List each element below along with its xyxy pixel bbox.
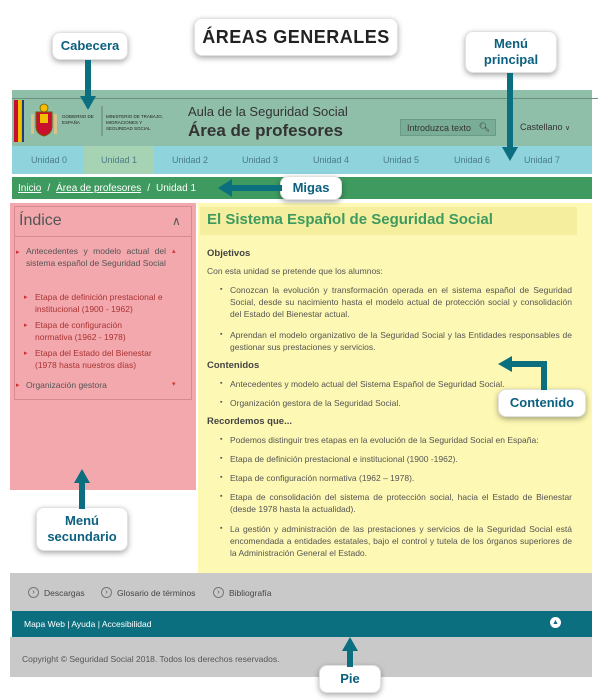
list-item: Etapa de consolidación del sistema de protección social, hacia el Estado de Bienestar (desde 1978 hasta la actualidad). [230, 492, 572, 514]
footer-bar [12, 611, 592, 637]
breadcrumb-separator: / [147, 182, 150, 194]
chevron-up-icon[interactable]: ∧ [172, 214, 181, 228]
index-subitem-etapa-bienestar[interactable]: Etapa del Estado del Bienestar (1978 hasta nuestros días) [35, 348, 152, 370]
objetivos-intro: Con esta unidad se pretende que los alumnos: [207, 266, 383, 276]
index-item-organizacion[interactable]: Organización gestora [26, 380, 107, 390]
footer-link-label: Glosario de términos [117, 587, 196, 598]
title-callout: ÁREAS GENERALES [194, 18, 398, 56]
caret-right-icon: ▸ [16, 382, 20, 389]
list-bullet: ▪ [220, 286, 223, 293]
callout-pie: Pie [319, 665, 381, 693]
list-bullet: ▪ [220, 474, 223, 481]
list-bullet: ▪ [220, 493, 223, 500]
footer-link-label: Bibliografía [229, 587, 272, 598]
arrow-left-icon [218, 179, 282, 197]
index-subitem-etapa-configuracion[interactable]: Etapa de configuración normativa (1962 - 1978) [35, 320, 126, 342]
footer-link-glosario[interactable] [101, 587, 195, 598]
caret-right-icon: ▸ [24, 350, 28, 357]
list-item: La gestión y administración de las prestaciones y servicios de la Seguridad Social está encomendada a entidades estatales, bajo el control y tutela de los órganos superiores de la Administración General el Estado. [230, 524, 572, 558]
list-bullet: ▪ [220, 399, 223, 406]
nav-item-unidad-2[interactable]: Unidad 2 [171, 155, 209, 165]
content-title: El Sistema Español de Seguridad Social [207, 211, 493, 228]
list-item: Conozcan la evolución y transformación operada en el sistema español de Seguridad Social, desde su nacimiento hasta el modelo actual de protección social y consolidación del Estado del Bienestar actual. [230, 285, 572, 319]
chevron-right-icon: › [101, 587, 112, 598]
index-item-antecedentes[interactable]: Antecedentes y modelo actual del sistema español de Seguridad Social [26, 246, 166, 268]
arrow-up-icon [74, 469, 90, 509]
chevron-down-icon: ∨ [565, 125, 571, 132]
breadcrumb-separator: / [47, 182, 51, 194]
footer-links-area [10, 573, 592, 611]
search-input[interactable] [400, 119, 496, 136]
breadcrumb-inicio[interactable]: Inicio [18, 182, 42, 194]
list-bullet: ▪ [220, 455, 223, 462]
copyright-text: Copyright © Seguridad Social 2018. Todos los derechos reservados. [22, 654, 280, 664]
index-title: Índice [19, 212, 62, 229]
nav-item-unidad-7[interactable]: Unidad 7 [523, 155, 561, 165]
nav-item-unidad-5[interactable]: Unidad 5 [382, 155, 420, 165]
list-bullet: ▪ [220, 436, 223, 443]
nav-item-unidad-4[interactable]: Unidad 4 [312, 155, 350, 165]
callout-migas: Migas [280, 176, 342, 200]
list-item: Antecedentes y modelo actual del Sistema Español de Seguridad Social. [230, 379, 505, 389]
nav-item-unidad-3[interactable]: Unidad 3 [241, 155, 279, 165]
site-subtitle: Aula de la Seguridad Social [188, 104, 348, 119]
caret-down-icon[interactable]: ▾ [172, 381, 176, 388]
breadcrumb-area-profesores[interactable]: Área de profesores [56, 182, 142, 194]
chevron-right-icon: › [28, 587, 39, 598]
list-item: Etapa de configuración normativa (1962 – 1978). [230, 473, 415, 483]
footer-link-bibliografia[interactable] [213, 587, 272, 598]
footer-link-label: Descargas [44, 587, 85, 598]
list-bullet: ▪ [220, 380, 223, 387]
list-item: Organización gestora de la Seguridad Social. [230, 398, 401, 408]
list-bullet: ▪ [220, 331, 223, 338]
footer-bar-links[interactable]: Mapa Web | Ayuda | Accesibilidad [24, 619, 152, 629]
arrow-down-icon [80, 60, 96, 110]
arrow-bent-icon [498, 348, 554, 390]
site-title[interactable]: Área de profesores [188, 121, 343, 140]
index-subitem-etapa-definicion[interactable]: Etapa de definición prestacional e institucional (1900 - 1962) [35, 292, 163, 314]
chevron-right-icon: › [213, 587, 224, 598]
nav-item-unidad-1[interactable]: Unidad 1 [84, 146, 154, 174]
footer-link-descargas[interactable] [28, 587, 85, 598]
section-heading-recordemos: Recordemos que... [207, 416, 292, 427]
list-item: Podemos distinguir tres etapas en la evolución de la Seguridad Social en España: [230, 435, 539, 445]
back-to-top-icon[interactable]: ▲ [550, 617, 561, 628]
caret-up-icon[interactable]: ▴ [172, 248, 176, 255]
nav-item-unidad-0[interactable]: Unidad 0 [30, 155, 68, 165]
caret-right-icon: ▸ [24, 322, 28, 329]
callout-menu-principal: Menú principal [465, 31, 557, 73]
caret-right-icon: ▸ [16, 249, 20, 256]
callout-menu-secundario: Menú secundario [36, 507, 128, 551]
nav-item-unidad-6[interactable]: Unidad 6 [453, 155, 491, 165]
list-item: Etapa de definición prestacional e institucional (1900 -1962). [230, 454, 458, 464]
logo-text-right: MINISTERIO DE TRABAJO, MIGRACIONES Y SEGURIDAD SOCIAL [106, 114, 163, 131]
caret-right-icon: ▸ [24, 294, 28, 301]
callout-cabecera: Cabecera [52, 32, 128, 60]
list-item: Aprendan el modelo organizativo de la Seguridad Social y las Entidades responsables de gestionar sus prestaciones y servicios. [230, 330, 572, 352]
logo-text-left: GOBIERNO DE ESPAÑA [62, 114, 94, 125]
language-selector[interactable] [520, 122, 570, 132]
callout-contenido: Contenido [498, 389, 586, 417]
breadcrumb-current: Unidad 1 [155, 182, 197, 194]
section-heading-contenidos: Contenidos [207, 360, 260, 371]
list-bullet: ▪ [220, 525, 223, 532]
index-divider [14, 236, 192, 237]
section-heading-objetivos: Objetivos [207, 248, 251, 259]
arrow-up-icon [342, 637, 358, 667]
language-label: Castellano [520, 122, 563, 132]
arrow-down-icon [502, 73, 518, 161]
search-placeholder: Introduzca texto [407, 122, 472, 133]
search-icon[interactable]: 🔍︎ [478, 122, 490, 132]
